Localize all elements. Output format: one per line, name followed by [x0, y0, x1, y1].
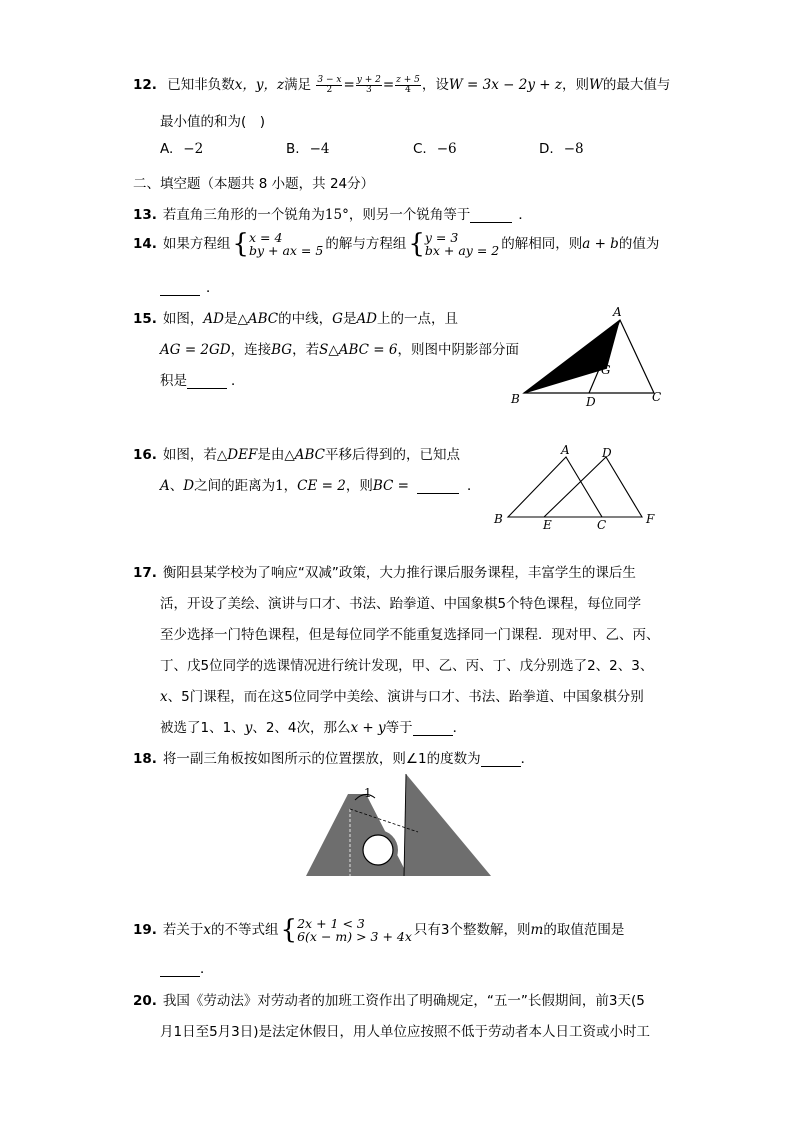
q18-answer-blank[interactable]: [481, 766, 521, 767]
q15-label-d: D: [586, 395, 596, 409]
q16-label-a: A: [561, 443, 570, 457]
q20-line2: 月1日至5月3日)是法定休假日，用人单位应按照不低于劳动者本人日工资或小时工: [160, 1024, 651, 1040]
q12-option-c[interactable]: C. −6: [413, 141, 457, 157]
q17-line5: x、5门课程，而在这5位同学中美绘、演讲与口才、书法、跆拳道、中国象棋分别: [160, 689, 644, 705]
q12-fraction-3: $\frac{z + 5}{4}$: [396, 74, 420, 95]
q17-line3: 至少选择一门特色课程，但是每位同学不能重复选择同一门课程．现对甲、乙、丙、: [160, 627, 660, 643]
q15-label-a: A: [613, 305, 622, 319]
q15-line2: AG = 2GD，连接BG，若S△ABC = 6，则图中阴影部分面: [160, 342, 519, 358]
q16-label-e: E: [543, 518, 552, 532]
q16-label-f: F: [646, 512, 655, 526]
q15-label-b: B: [511, 392, 520, 406]
q12-option-b[interactable]: B. −4: [286, 141, 330, 157]
q15-line1: 15. 如图，AD是△ABC的中线，G是AD上的一点，且: [133, 311, 459, 327]
q17-answer-blank[interactable]: [413, 735, 453, 736]
q16-triangle-def: [544, 457, 642, 517]
q14-system-2: { y = 3 bx + ay = 2: [408, 229, 500, 259]
q19-answer-blank[interactable]: [160, 976, 200, 977]
q16-label-d: D: [602, 446, 612, 460]
q12-fraction-1: $\frac{3 - x}{2}$: [317, 74, 342, 95]
q18-setsquare-figure: [303, 772, 493, 880]
q14-line1: 14. 如果方程组 { x = 4 by + ax = 5 的解与方程组 { y = 3 bx + ay = 2 的解相同，则a + b的值为: [133, 229, 660, 259]
q13-answer-blank[interactable]: [470, 222, 512, 223]
q19-line1: 19. 若关于x的不等式组 { 2x + 1 < 3 6(x − m) > 3 + 4x 只有3个整数解，则m的取值范围是: [133, 915, 625, 945]
q17-line2: 活，开设了美绘、演讲与口才、书法、跆拳道、中国象棋5个特色课程，每位同学: [160, 596, 642, 612]
q17-line4: 丁、戊5位同学的选课情况进行统计发现，甲、乙、丙、丁、戊分别选了2、2、3、: [160, 658, 654, 674]
q18-angle-label: 1: [364, 786, 372, 800]
q13: 13. 若直角三角形的一个锐角为15°，则另一个锐角等于 ．: [133, 207, 532, 223]
q15-triangle-figure: [505, 300, 675, 410]
q16-label-c: C: [597, 518, 607, 532]
q12-number: 12.: [133, 77, 157, 93]
q15-line3: 积是 ．: [160, 373, 245, 389]
q12-option-a[interactable]: A. −2: [160, 141, 204, 157]
q16-line1: 16. 如图，若△DEF是由△ABC平移后得到的，已知点: [133, 447, 460, 463]
q16-answer-blank[interactable]: [417, 493, 459, 494]
q16-label-b: B: [494, 512, 503, 526]
q17-line6: 被选了1、1、y、2、4次，那么x + y等于 ．: [160, 720, 467, 736]
q17-line1: 17. 衡阳县某学校为了响应“双减”政策，大力推行课后服务课程，丰富学生的课后生: [133, 565, 636, 581]
q12-line2: 最小值的和为( ): [160, 114, 266, 130]
q16-line2: A、D之间的距离为1，CE = 2，则BC = ．: [160, 478, 481, 494]
q19-line2: ．: [160, 957, 214, 977]
q18-left-setsquare: [306, 794, 408, 876]
section-title: 二、填空题（本题共 8 小题，共 24分）: [133, 176, 375, 192]
q12-option-d[interactable]: D. −8: [539, 141, 584, 157]
q16-translation-figure: [488, 440, 668, 532]
q12-line1: 12. 已知非负数x，y，z满足 $\frac{3 - x}{2}$ = $\frac{y + 2}{3}$ = $\frac{z + 5}{4}$ ，设W = 3x − 2y + z，则W的最大值与: [133, 74, 671, 95]
q15-answer-blank[interactable]: [187, 388, 227, 389]
q18: 18. 将一副三角板按如图所示的位置摆放，则∠1的度数为 ．: [133, 751, 535, 767]
q15-label-g: G: [601, 363, 611, 377]
q15-label-c: C: [652, 390, 662, 404]
q18-hole: [363, 835, 393, 865]
q19-inequality-system: { 2x + 1 < 3 6(x − m) > 3 + 4x: [280, 915, 412, 945]
q16-triangle-abc: [508, 457, 602, 517]
q14-line2: ．: [160, 276, 220, 296]
q12-fraction-2: $\frac{y + 2}{3}$: [356, 74, 381, 95]
q14-answer-blank[interactable]: [160, 295, 200, 296]
q20-line1: 20. 我国《劳动法》对劳动者的加班工资作出了明确规定，“五一”长假期间，前3天(5: [133, 993, 645, 1009]
q14-system-1: { x = 4 by + ax = 5: [232, 229, 324, 259]
q18-right-setsquare: [404, 774, 491, 876]
